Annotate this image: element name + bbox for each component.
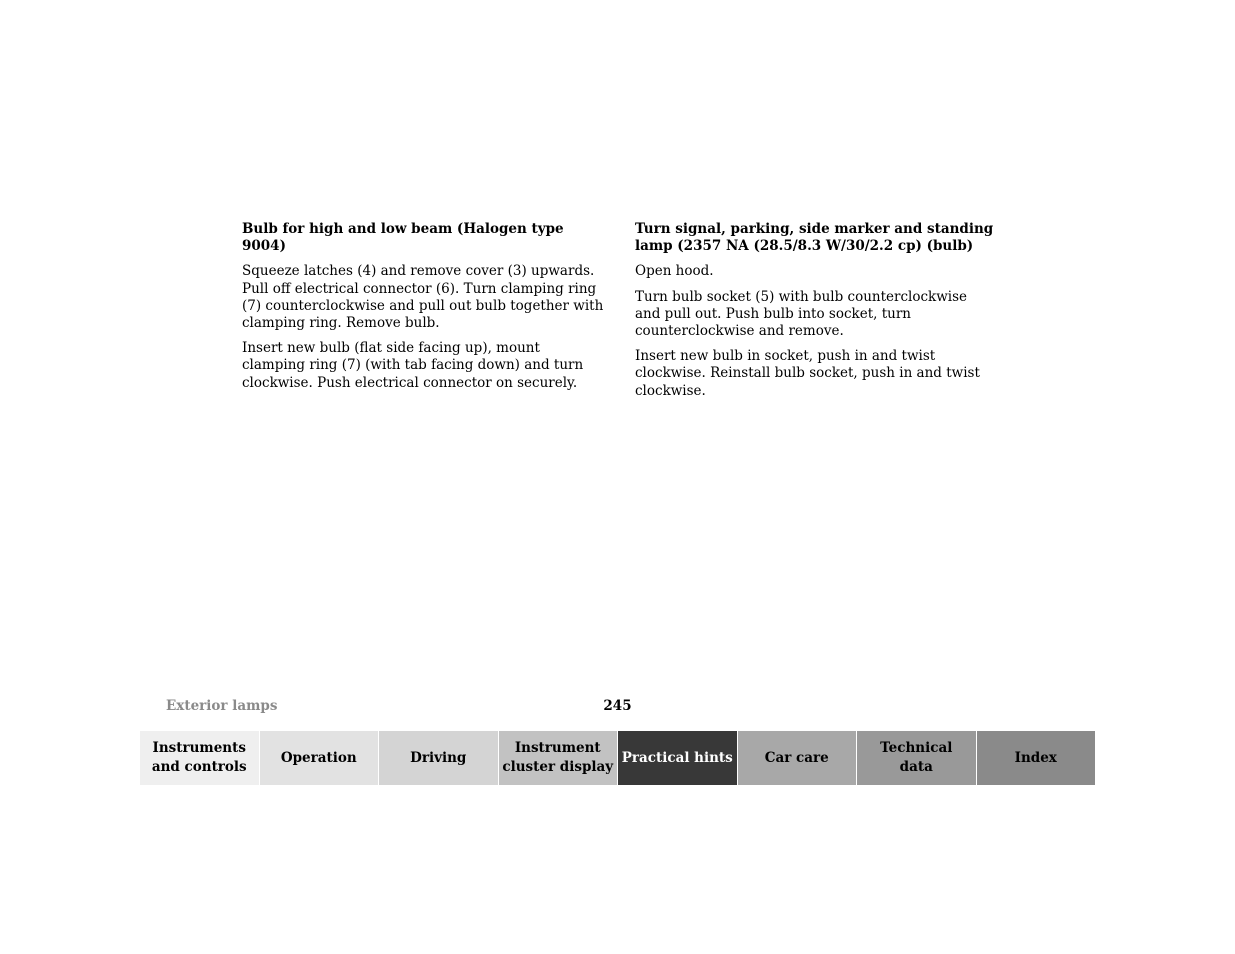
paragraph: Squeeze latches (4) and remove cover (3) upwards. Pull off electrical connector (6). Turn clamping ring (7) counterclockwise and pull out bulb together with clamping ring. Remove bulb. [242,263,604,332]
nav-tab-technical-data[interactable]: Technical data [857,731,977,785]
right-column [635,221,995,408]
left-column [242,221,607,400]
nav-tab-driving[interactable]: Driving [379,731,499,785]
paragraph: Insert new bulb in socket, push in and twist clockwise. Reinstall bulb socket, push in and twist clockwise. [635,348,980,399]
nav-tab-practical-hints[interactable]: Practical hints [618,731,738,785]
page-number: 245 [603,698,632,714]
footer-section-label: Exterior lamps [166,698,278,714]
nav-tab-instruments-and-controls[interactable]: Instruments and controls [140,731,260,785]
paragraph: Open hood. [635,263,714,280]
nav-tab-instrument-cluster-display[interactable]: Instrument cluster display [499,731,619,785]
nav-tab-operation[interactable]: Operation [260,731,380,785]
section-heading-turn-signal-bulb: Turn signal, parking, side marker and standing lamp (2357 NA (28.5/8.3 W/30/2.2 cp) (bulb) [635,221,994,255]
paragraph: Insert new bulb (flat side facing up), mount clamping ring (7) (with tab facing down) and turn clockwise. Push electrical connector on securely. [242,340,584,391]
nav-tab-index[interactable]: Index [977,731,1096,785]
section-heading-headlamp-bulb: Bulb for high and low beam (Halogen type 9004) [242,221,564,255]
chapter-nav-bar [140,731,1095,785]
nav-tab-car-care[interactable]: Car care [738,731,858,785]
paragraph: Turn bulb socket (5) with bulb counterclockwise and pull out. Push bulb into socket, turn counterclockwise and remove. [635,288,967,340]
